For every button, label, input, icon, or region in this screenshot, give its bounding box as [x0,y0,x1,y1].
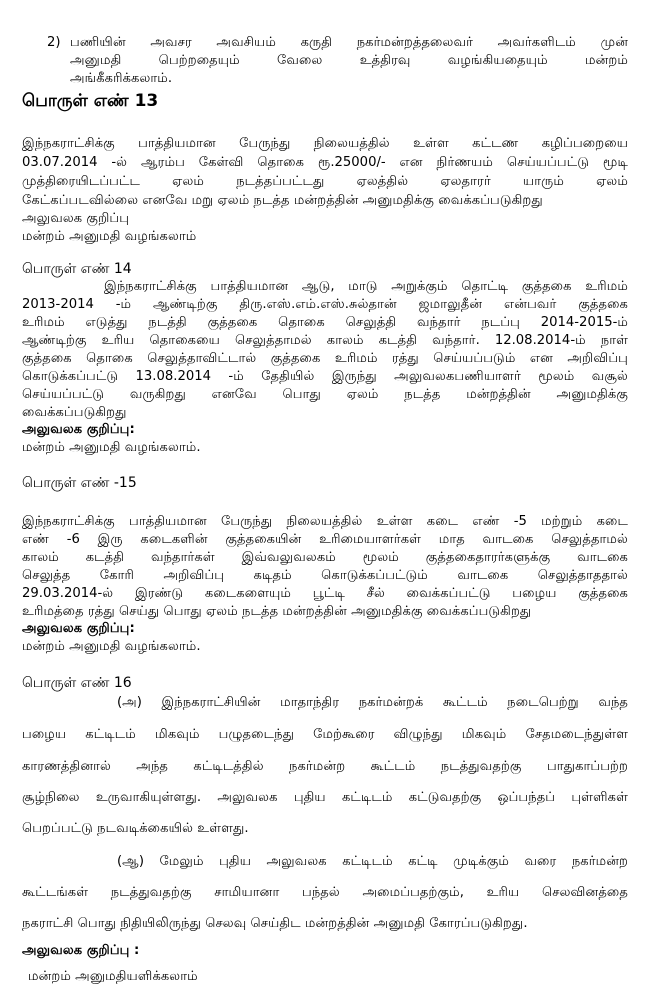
section-13-note-text: மன்றம் அனுமதி வழங்கலாம் [22,229,197,244]
intro-line-3: அங்கீகரிக்கலாம். [70,71,173,86]
section-13-note-label: அலுவலக குறிப்பு [22,211,130,226]
section-15-heading: பொருள் எண் -15 [22,475,137,491]
section-14-line-5: குத்தகை தொகை செலுத்தாவிட்டால் குத்தகை உரிமம் ரத்து செய்யப்படும் என அறிவிப்பு [22,351,628,366]
section-14-heading: பொருள் எண் 14 [22,261,132,277]
intro-line-1: பணியின் அவசர அவசியம் கருதி நகர்மன்றத்தலைவர் அவர்களிடம் முன் [70,35,628,50]
section-14-line-7: செய்யப்பட்டு வருகிறது எனவே பொது ஏலம் நடத்த மன்றத்தின் அனுமதிக்கு [22,387,628,402]
section-13-heading: பொருள் எண் 13 [22,91,159,111]
section-15-line-1: இந்நகராட்சிக்கு பாத்தியமான பேருந்து நிலையத்தில் உள்ள கடை எண் -5 மற்றும் கடை [22,514,628,529]
section-14-line-4: ஆண்டிற்கு உரிய தொகையை செலுத்தாமல் காலம் கடத்தி வந்தார். 12.08.2014-ம் நாள் [22,333,628,348]
section-14-line-6: கொடுக்கப்பட்டு 13.08.2014 -ம் தேதியில் இருந்து அலுவலகபணியாளர் மூலம் வசூல் [22,369,628,384]
section-13-line-3: முத்திரையிடப்பட்ட ஏலம் நடத்தப்பட்டது ஏலத்தில் ஏலதாரர் யாரும் ஏலம் [22,174,628,189]
section-15-line-3: காலம் கடத்தி வந்தார்கள் இவ்வலுவலகம் மூலம் குத்தகைதாரர்களுக்கு வாடகை [22,550,628,565]
section-15-line-5: 29.03.2014-ல் இரண்டு கடைகளையும் பூட்டி சீல் வைக்கப்பட்டு பழைய குத்தகை [22,586,628,601]
section-16-note-text: மன்றம் அனுமதியளிக்கலாம் [28,969,198,984]
section-15-note-label: அலுவலக குறிப்பு: [22,621,135,636]
section-16-para-b-line-2: கூட்டங்கள் நடத்துவதற்கு சாமியானா பந்தல் அமைப்பதற்கும், உரிய செலவினத்தை [22,885,628,900]
section-15-line-4: செலுத்த கோரி அறிவிப்பு கடிதம் கொடுக்கப்பட்டும் வாடகை செலுத்தாததால் [22,568,628,583]
section-16-para-b-line-1: (ஆ) மேலும் புதிய அலுவலக கட்டிடம் கட்டி முடிக்கும் வரை நகர்மன்ற [117,854,628,869]
section-16-note-label: அலுவலக குறிப்பு : [22,943,140,958]
section-16-para-a-line-5: பெறப்பட்டு நடவடிக்கையில் உள்ளது. [22,821,249,836]
section-16-para-a-line-1: (அ) இந்நகராட்சியின் மாதாந்திர நகர்மன்றக் கூட்டம் நடைபெற்று வந்த [117,695,628,710]
section-13-line-1: இந்நகராட்சிக்கு பாத்தியமான பேருந்து நிலையத்தில் உள்ள கட்டண கழிப்பறையை [22,136,628,151]
section-14-line-8: வைக்கப்படுகிறது [22,405,127,420]
section-14-line-2: 2013-2014 -ம் ஆண்டிற்கு திரு.எஸ்.எம்.எஸ்.சுல்தான் ஜமாலுதீன் என்பவர் குத்தகை [22,297,628,312]
section-13-line-2: 03.07.2014 -ல் ஆரம்ப கேள்வி தொகை ரூ.25000/- என நிர்ணயம் செய்யப்பட்டு மூடி [22,155,628,170]
section-15-line-6: உரிமத்தை ரத்து செய்து பொது ஏலம் நடத்த மன்றத்தின் அனுமதிக்கு வைக்கப்படுகிறது [22,604,532,619]
section-14-note-label: அலுவலக குறிப்பு: [22,422,135,437]
section-15-note-text: மன்றம் அனுமதி வழங்கலாம். [22,639,201,654]
section-16-para-a-line-4: சூழ்நிலை உருவாகியுள்ளது. அலுவலக புதிய கட்டிடம் கட்டுவதற்கு ஒப்பந்தப் புள்ளிகள் [22,790,628,805]
section-16-para-a-line-3: காரணத்தினால் அந்த கட்டிடத்தில் நகர்மன்ற கூட்டம் நடத்துவதற்கு பாதுகாப்பற்ற [22,759,628,774]
section-14-line-3: உரிமம் எடுத்து நடத்தி குத்தகை தொகை செலுத்தி வந்தார் நடப்பு 2014-2015-ம் [22,315,628,330]
section-14-line-1: இந்நகராட்சிக்கு பாத்தியமான ஆடு, மாடு அறுக்கும் தொட்டி குத்தகை உரிமம் [104,279,628,294]
section-16-para-a-line-2: பழைய கட்டிடம் மிகவும் பழுதடைந்து மேற்கூரை விழுந்து மிகவும் சேதமடைந்துள்ள [22,727,628,742]
section-16-para-b-line-3: நகராட்சி பொது நிதியிலிருந்து செலவு செய்திட மன்றத்தின் அனுமதி கோரப்படுகிறது. [22,916,528,931]
list-number: 2) [47,35,61,50]
section-16-heading: பொருள் எண் 16 [22,675,132,691]
intro-line-2: அனுமதி பெற்றதையும் வேலை உத்திரவு வழங்கியதையும் மன்றம் [70,53,628,68]
section-13-line-4: கேட்கப்படவில்லை எனவே மறு ஏலம் நடத்த மன்றத்தின் அனுமதிக்கு வைக்கப்படுகிறது [22,193,543,208]
section-15-line-2: எண் -6 இரு கடைகளின் குத்தகையின் உரிமையாளர்கள் மாத வாடகை செலுத்தாமல் [22,532,628,547]
section-14-note-text: மன்றம் அனுமதி வழங்கலாம். [22,440,201,455]
